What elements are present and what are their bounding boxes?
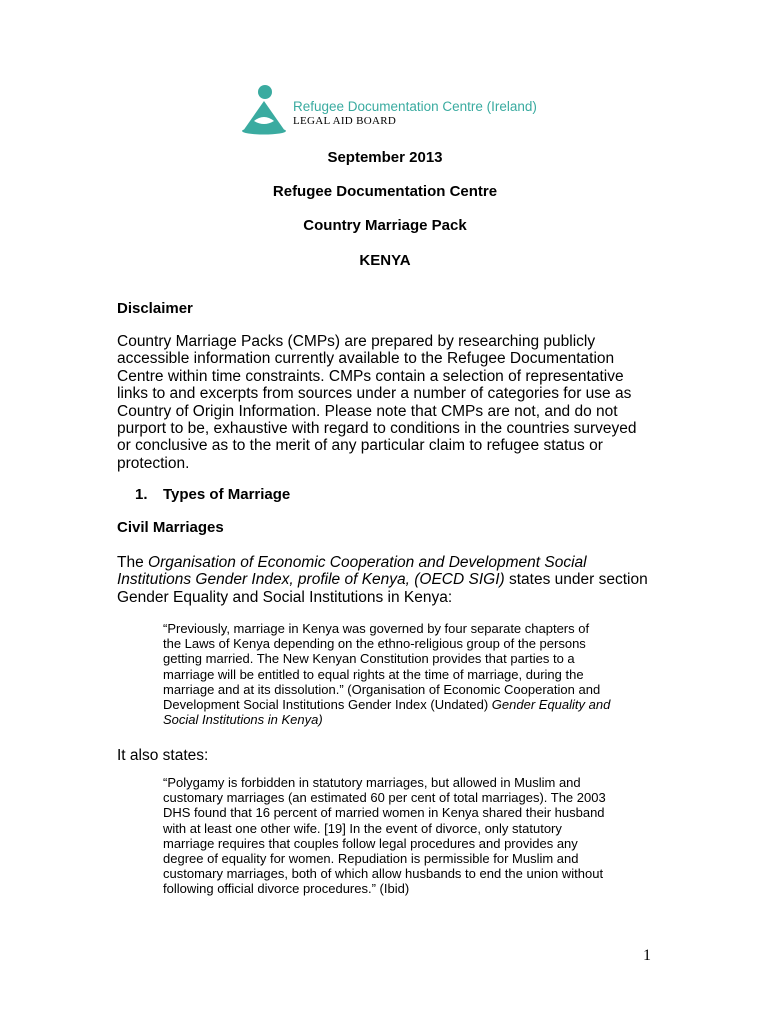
intro-rest: states under section: [504, 571, 648, 589]
quote-line: DHS found that 16 percent of married women in Kenya shared their husband: [163, 805, 605, 821]
document-date: September 2013: [327, 149, 443, 166]
section-heading: Types of Marriage: [163, 486, 291, 503]
quote-citation-title: Social Institutions in Kenya): [163, 712, 323, 728]
intro-lead: The: [117, 554, 149, 571]
quote-line: “Polygamy is forbidden in statutory marriages, but allowed in Muslim and: [163, 775, 581, 790]
intro-line: [117, 554, 677, 571]
quote-line: marriage will be entitled to equal rights at the time of marriage, during the: [163, 666, 584, 682]
quote-line: getting married. The New Kenyan Constitution provides that parties to a: [163, 651, 575, 667]
disclaimer-line: protection.: [117, 454, 190, 472]
disclaimer-heading: Disclaimer: [117, 300, 193, 317]
pack-title: Country Marriage Pack: [303, 217, 467, 234]
quote-line: marriage requires that couples follow legal procedures and provides any: [163, 835, 578, 851]
disclaimer-line: purport to be, exhaustive with regard to conditions in the countries surveyed: [117, 420, 637, 438]
section-number: 1.: [135, 486, 148, 503]
centre-name: Refugee Documentation Centre: [272, 183, 498, 200]
logo-board-name: LEGAL AID BOARD: [293, 115, 397, 127]
intro-italic-title: Organisation of Economic Cooperation and Development Social: [148, 554, 587, 571]
quote-line: customary marriages, both of which allow husbands to end the union without: [163, 866, 604, 882]
disclaimer-line: or conclusive as to the merit of any particular claim to refugee status or: [117, 437, 603, 455]
quote-line: customary marriages (an estimated 60 per cent of total marriages). The 2003: [163, 790, 606, 806]
quote-line: with at least one other wife. [19] In the event of divorce, only statutory: [163, 820, 562, 836]
quote-line: “Previously, marriage in Kenya was governed by four separate chapters of: [163, 621, 590, 636]
page-number: 1: [643, 947, 651, 964]
quote-line: [163, 712, 663, 727]
civil-marriages-heading: Civil Marriages: [117, 519, 224, 536]
disclaimer-line: Country Marriage Packs (CMPs) are prepared by researching publicly: [117, 333, 596, 350]
quote-citation: Development Social Institutions Gender Index (Undated): [163, 697, 492, 713]
quote-line: following official divorce procedures.” (Ibid): [163, 881, 410, 897]
quote-citation-title: Gender Equality and: [491, 697, 611, 713]
intro-line: [117, 571, 677, 588]
also-states-text: It also states:: [117, 747, 209, 764]
quote-line: marriage and at its dissolution.” (Organisation of Economic Cooperation and: [163, 681, 601, 697]
disclaimer-line: Centre within time constraints. CMPs contain a selection of representative: [117, 367, 624, 385]
logo-emblem-icon: [240, 83, 288, 135]
quote-block-2: [163, 775, 663, 897]
disclaimer-line: links to and excerpts from sources under a number of categories for use as: [117, 385, 632, 403]
quote-line: [163, 697, 663, 712]
oecd-intro-paragraph: [117, 554, 677, 606]
disclaimer-line: accessible information currently available to the Refugee Documentation: [117, 350, 615, 368]
intro-italic-title: Institutions Gender Index, profile of Kenya, (OECD SIGI): [117, 571, 505, 589]
disclaimer-line: Country of Origin Information. Please note that CMPs are not, and do not: [117, 402, 618, 420]
disclaimer-paragraph: [117, 333, 677, 472]
intro-line: Gender Equality and Social Institutions in Kenya:: [117, 588, 453, 606]
logo-org-name: Refugee Documentation Centre (Ireland): [293, 99, 537, 114]
quote-line: the Laws of Kenya depending on the ethno-religious group of the persons: [163, 636, 586, 652]
country-title: KENYA: [359, 252, 411, 269]
quote-line: degree of equality for women. Repudiation is permissible for Muslim and: [163, 851, 579, 867]
quote-block-1: [163, 621, 663, 727]
legal-aid-board-logo: [240, 83, 540, 138]
